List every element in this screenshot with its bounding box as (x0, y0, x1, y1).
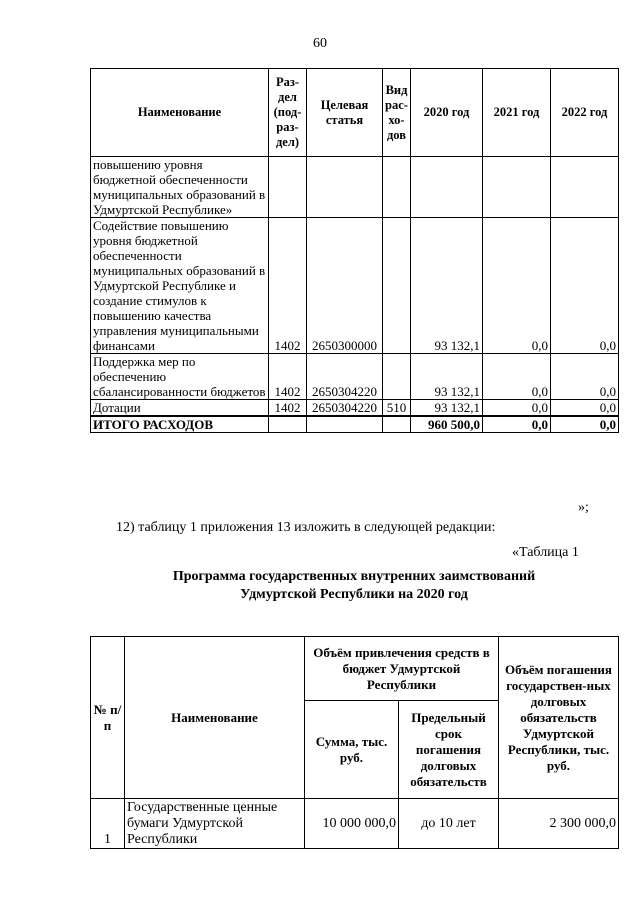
row-repayment: 2 300 000,0 (499, 799, 619, 849)
total-2022: 0,0 (551, 416, 619, 433)
header-number: № п/п (91, 637, 125, 799)
header-2020: 2020 год (411, 69, 483, 157)
row-2022 (551, 157, 619, 218)
row-2020: 93 132,1 (411, 354, 483, 400)
header-repayment: Объём погашения государствен-ных долговых обязательств Удмуртской Республики, тыс. руб. (499, 637, 619, 799)
row-kind (383, 218, 411, 354)
total-2020: 960 500,0 (411, 416, 483, 433)
total-2021: 0,0 (483, 416, 551, 433)
table-title-line-2: Удмуртской Республики на 2020 год (240, 587, 468, 602)
header-2022: 2022 год (551, 69, 619, 157)
row-name: Государственные ценные бумаги Удмуртской Республики (125, 799, 305, 849)
row-name: повышению уровня бюджетной обеспеченности муниципальных образований в Удмуртской Республике» (91, 157, 269, 218)
header-name: Наименование (91, 69, 269, 157)
row-kind (383, 157, 411, 218)
row-sum: 10 000 000,0 (305, 799, 399, 849)
table-row (91, 157, 619, 218)
table-row (91, 400, 619, 417)
row-2020 (411, 157, 483, 218)
row-2021: 0,0 (483, 400, 551, 417)
row-name: Поддержка мер по обеспечению сбалансированности бюджетов (91, 354, 269, 400)
total-row (91, 416, 619, 433)
header-section: Раз-дел (под-раз-дел) (269, 69, 307, 157)
row-2022: 0,0 (551, 218, 619, 354)
header-sum: Сумма, тыс. руб. (305, 701, 399, 799)
closing-quote-mark: »; (578, 500, 589, 515)
header-kind: Вид рас-хо-дов (383, 69, 411, 157)
page-number: 60 (313, 36, 327, 51)
row-target (307, 416, 383, 433)
row-name: Содействие повышению уровня бюджетной обеспеченности муниципальных образований в Удмуртской Республике и создание стимулов к повышению качества управления муниципальными финансами (91, 218, 269, 354)
header-attraction: Объём привлечения средств в бюджет Удмуртской Республики (305, 637, 499, 701)
table-title-line-1: Программа государственных внутренних заимствований (172, 569, 536, 584)
expenses-table (90, 68, 619, 433)
row-section: 1402 (269, 354, 307, 400)
row-name: Дотации (91, 400, 269, 417)
borrowing-program-table (90, 636, 619, 849)
header-term: Предельный срок погашения долговых обязательств (399, 701, 499, 799)
row-2021: 0,0 (483, 218, 551, 354)
table-row (91, 799, 619, 849)
row-kind (383, 354, 411, 400)
row-number: 1 (91, 799, 125, 849)
row-2022: 0,0 (551, 400, 619, 417)
total-label: ИТОГО РАСХОДОВ (91, 416, 269, 433)
row-section: 1402 (269, 400, 307, 417)
row-kind: 510 (383, 400, 411, 417)
header-2021: 2021 год (483, 69, 551, 157)
row-section: 1402 (269, 218, 307, 354)
header-target: Целевая статья (307, 69, 383, 157)
table-row (91, 354, 619, 400)
row-target (307, 157, 383, 218)
row-2022: 0,0 (551, 354, 619, 400)
row-section (269, 157, 307, 218)
row-2020: 93 132,1 (411, 400, 483, 417)
header-name: Наименование (125, 637, 305, 799)
row-section (269, 416, 307, 433)
row-term: до 10 лет (399, 799, 499, 849)
amendment-instruction: 12) таблицу 1 приложения 13 изложить в следующей редакции: (116, 520, 496, 535)
table-title (90, 568, 618, 604)
row-kind (383, 416, 411, 433)
row-target: 2650304220 (307, 354, 383, 400)
row-2021: 0,0 (483, 354, 551, 400)
row-target: 2650304220 (307, 400, 383, 417)
table-label: «Таблица 1 (512, 545, 579, 560)
row-target: 2650300000 (307, 218, 383, 354)
row-2020: 93 132,1 (411, 218, 483, 354)
table-row (91, 218, 619, 354)
row-2021 (483, 157, 551, 218)
